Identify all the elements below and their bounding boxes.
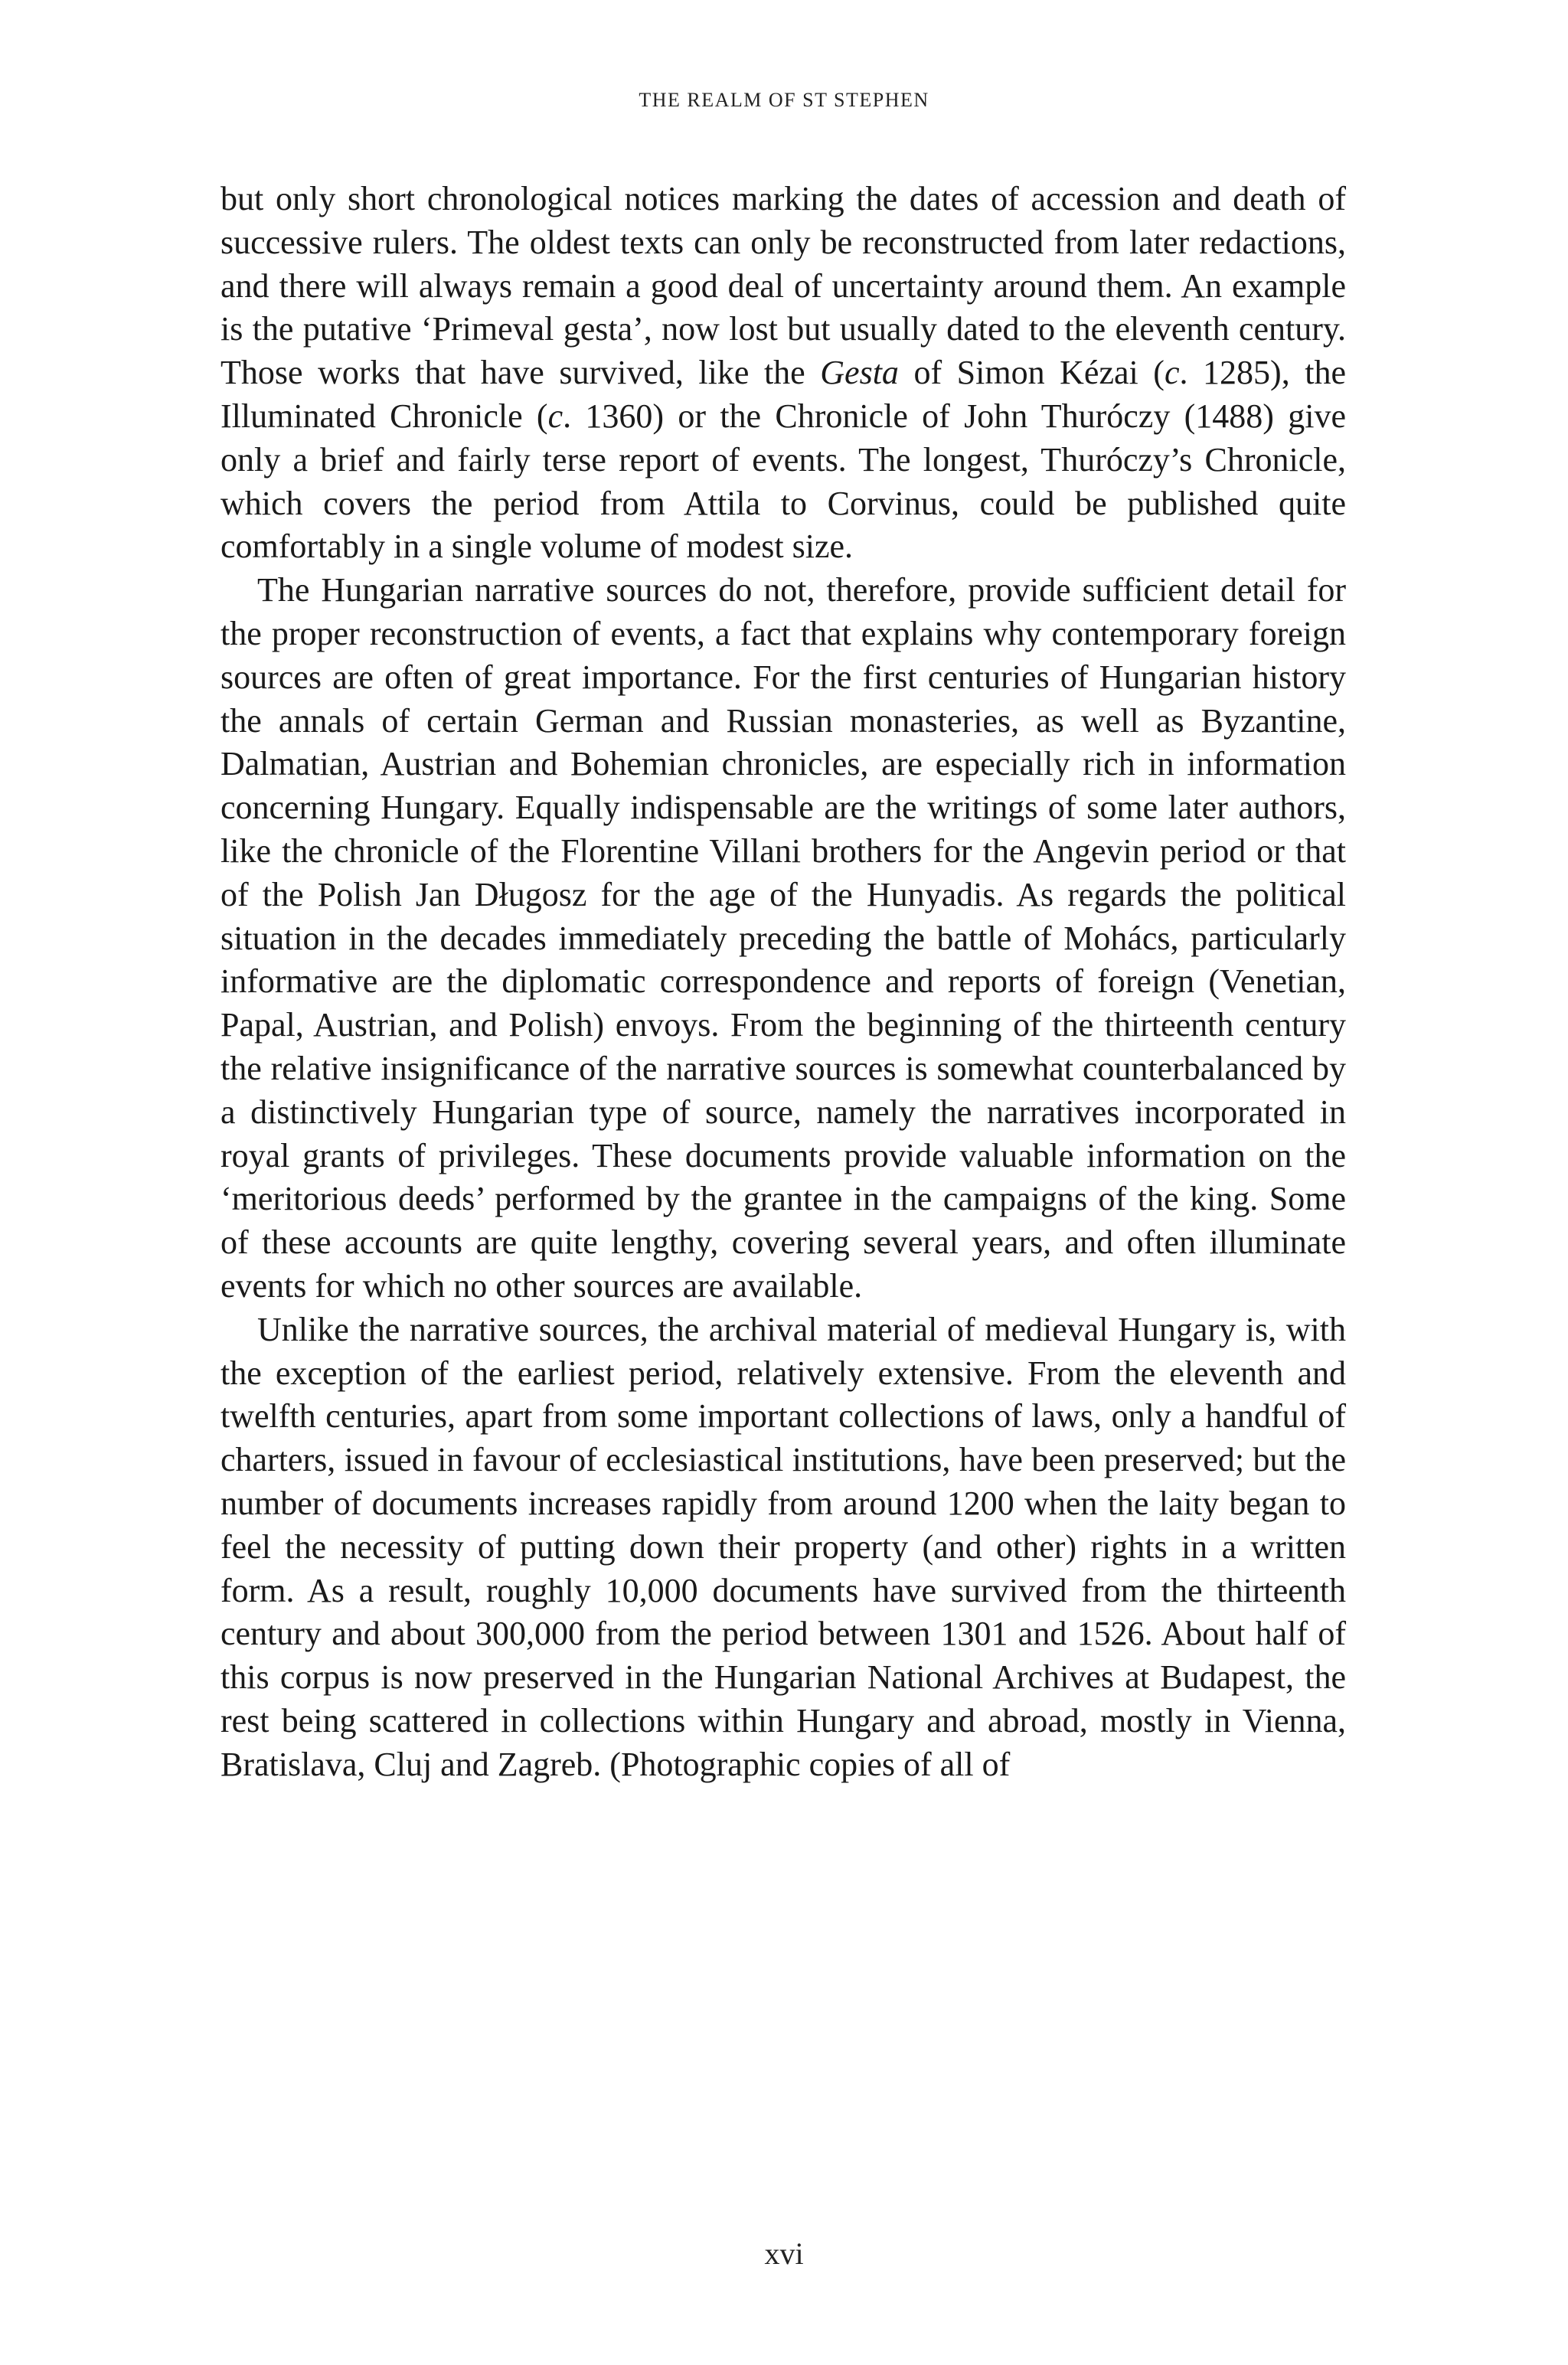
text-segment: Unlike the narrative sources, the archival material of medieval Hungary is, with the exception of the earliest period, relatively extensive. From the eleventh and twelfth centuries, apart from some important collections of laws, only a handful of charters, issued in favour of ecclesiastical institutions, have been preserved; but the number of documents increases rapidly from around 1200 when the laity began to feel the necessity of putting down their property (and other) rights in a written form. As a result, roughly 10,000 documents have survived from the thirteenth century and about 300,000 from the period between 1301 and 1526. About half of this corpus is now preserved in the Hungarian National Archives at Budapest, the rest being scattered in collections within Hungary and abroad, mostly in Vienna, Bratislava, Cluj and Zagreb. (Photographic copies of all of bbox=[220, 1310, 1346, 1783]
text-segment: . 1360) or the Chronicle of John Thuróczy (1488) give only a brief and fairly terse report of events. The longest, Thuróczy’s Chronicle, which covers the period from Attila to Corvinus, could be published quite comfortably in a single volume of modest size. bbox=[220, 397, 1346, 566]
paragraph bbox=[220, 1308, 1346, 1787]
paragraph bbox=[220, 178, 1346, 569]
body-text bbox=[220, 178, 1346, 1786]
italic-circa: c bbox=[1164, 354, 1180, 392]
running-head: THE REALM OF ST STEPHEN bbox=[639, 89, 929, 111]
text-segment: of Simon Kézai ( bbox=[898, 354, 1165, 392]
paragraph bbox=[220, 569, 1346, 1308]
page-number: xvi bbox=[764, 2236, 804, 2271]
italic-title-gesta: Gesta bbox=[820, 354, 899, 392]
text-segment: The Hungarian narrative sources do not, therefore, provide sufficient detail for the proper reconstruction of events, a fact that explains why contemporary foreign sources are often of great importance. For the first centuries of Hungarian history the annals of certain German and Russian monasteries, as well as Byzantine, Dalmatian, Austrian and Bohemian chronicles, are especially rich in information concerning Hungary. Equally indispensable are the writings of some later authors, like the chronicle of the Florentine Villani brothers for the Angevin period or that of the Polish Jan Długosz for the age of the Hunyadis. As regards the political situation in the decades immediately preceding the battle of Mohács, particularly informative are the diplomatic correspondence and reports of foreign (Venetian, Papal, Austrian, and Polish) envoys. From the beginning of the thirteenth century the relative insignificance of the narrative sources is somewhat counterbalanced by a distinctively Hungarian type of source, namely the narratives incorporated in royal grants of privileges. These documents provide valuable information on the ‘meritorious deeds’ performed by the grantee in the campaigns of the king. Some of these accounts are quite lengthy, covering several years, and often illuminate events for which no other sources are available. bbox=[220, 571, 1346, 1305]
text-segment: but only short chronological notices marking the dates of accession and death of successive rulers. The oldest texts can only be reconstructed from later redactions, and there will always remain a good deal of uncertainty around them. An example is the putative ‘Primeval gesta’, now lost but usually dated to the eleventh century. Those works that have survived, like the bbox=[220, 180, 1346, 392]
text-segment: . 1285), the Illuminated Chronicle ( bbox=[220, 354, 1346, 435]
italic-circa: c bbox=[547, 397, 564, 435]
